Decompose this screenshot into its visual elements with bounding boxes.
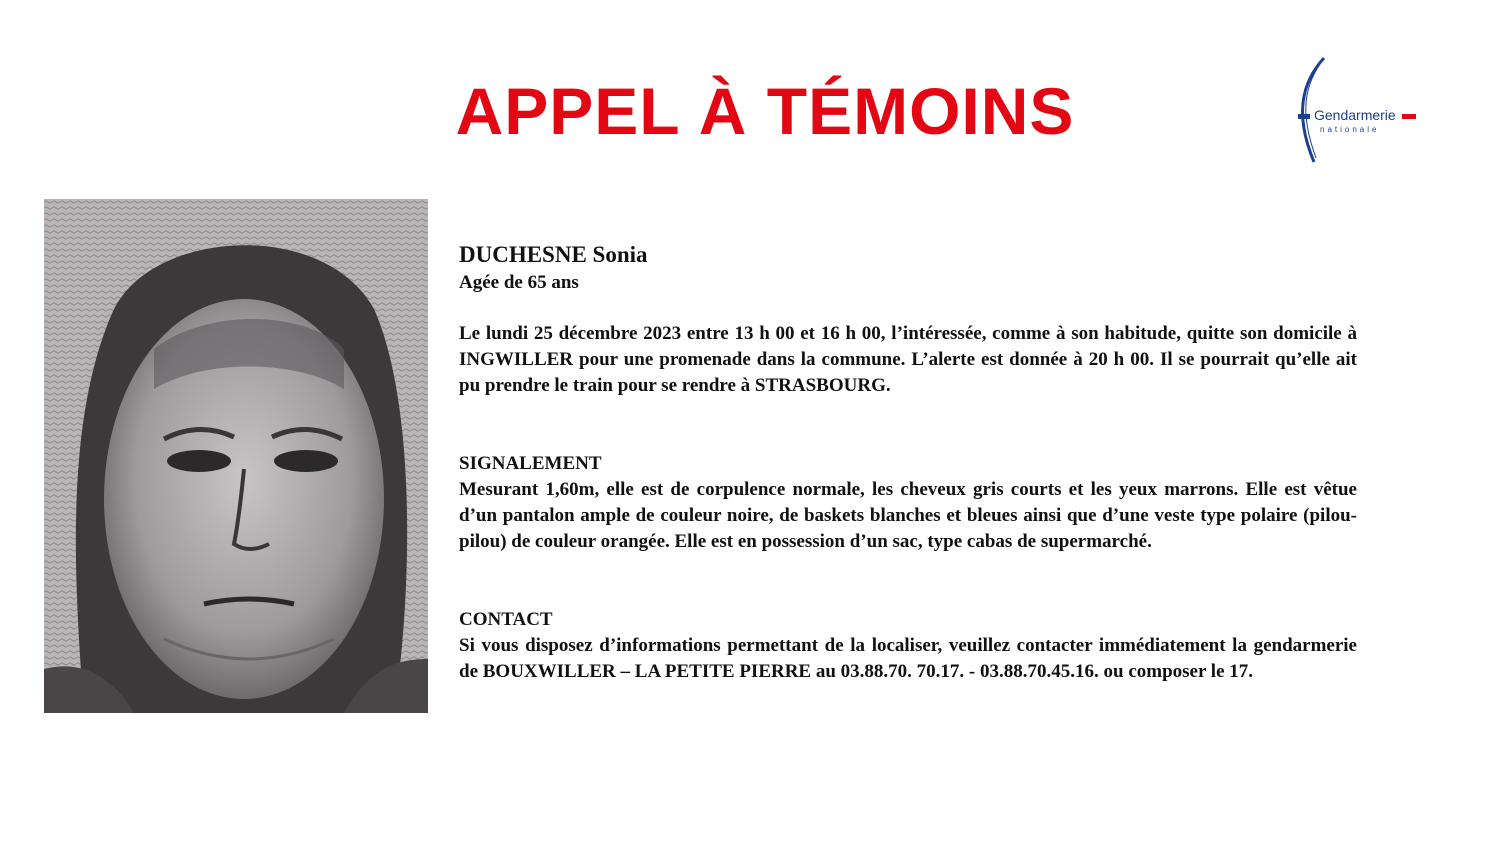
logo-subtitle: nationale — [1320, 125, 1380, 134]
person-age: Agée de 65 ans — [459, 272, 579, 293]
missing-person-photo — [44, 199, 428, 713]
gendarmerie-logo — [1284, 52, 1424, 168]
logo-name: Gendarmerie — [1314, 107, 1396, 123]
person-name: DUCHESNE Sonia — [459, 242, 648, 267]
page-title: APPEL À TÉMOINS — [455, 74, 1075, 148]
contact-text: Si vous disposez d’informations permettant de la localiser, veuillez contacter immédiatement la gendarmerie de BOUXWILLER – LA PETITE PIERRE au 03.88.70. 70.17. - 03.88.70.45.16. ou composer le 17. — [459, 635, 1357, 682]
notice-content — [459, 240, 1357, 685]
circumstances-text: Le lundi 25 décembre 2023 entre 13 h 00 et 16 h 00, l’intéressée, comme à son habitude, quitte son domicile à INGWILLER pour une promenade dans la commune. L’alerte est donnée à 20 h 00. Il se pourrait qu’elle ait pu prendre le train pour se rendre à STRASBOURG. — [459, 323, 1357, 396]
contact-heading: CONTACT — [459, 609, 553, 630]
portrait-image — [44, 199, 428, 713]
signalement-heading: SIGNALEMENT — [459, 453, 602, 474]
signalement-text: Mesurant 1,60m, elle est de corpulence normale, les cheveux gris courts et les yeux marrons. Elle est vêtue d’un pantalon ample de couleur noire, de baskets blanches et bleues ainsi que d’une veste type polaire (pilou-pilou) de couleur orangée. Elle est en possession d’un sac, type cabas de supermarché. — [459, 479, 1357, 552]
